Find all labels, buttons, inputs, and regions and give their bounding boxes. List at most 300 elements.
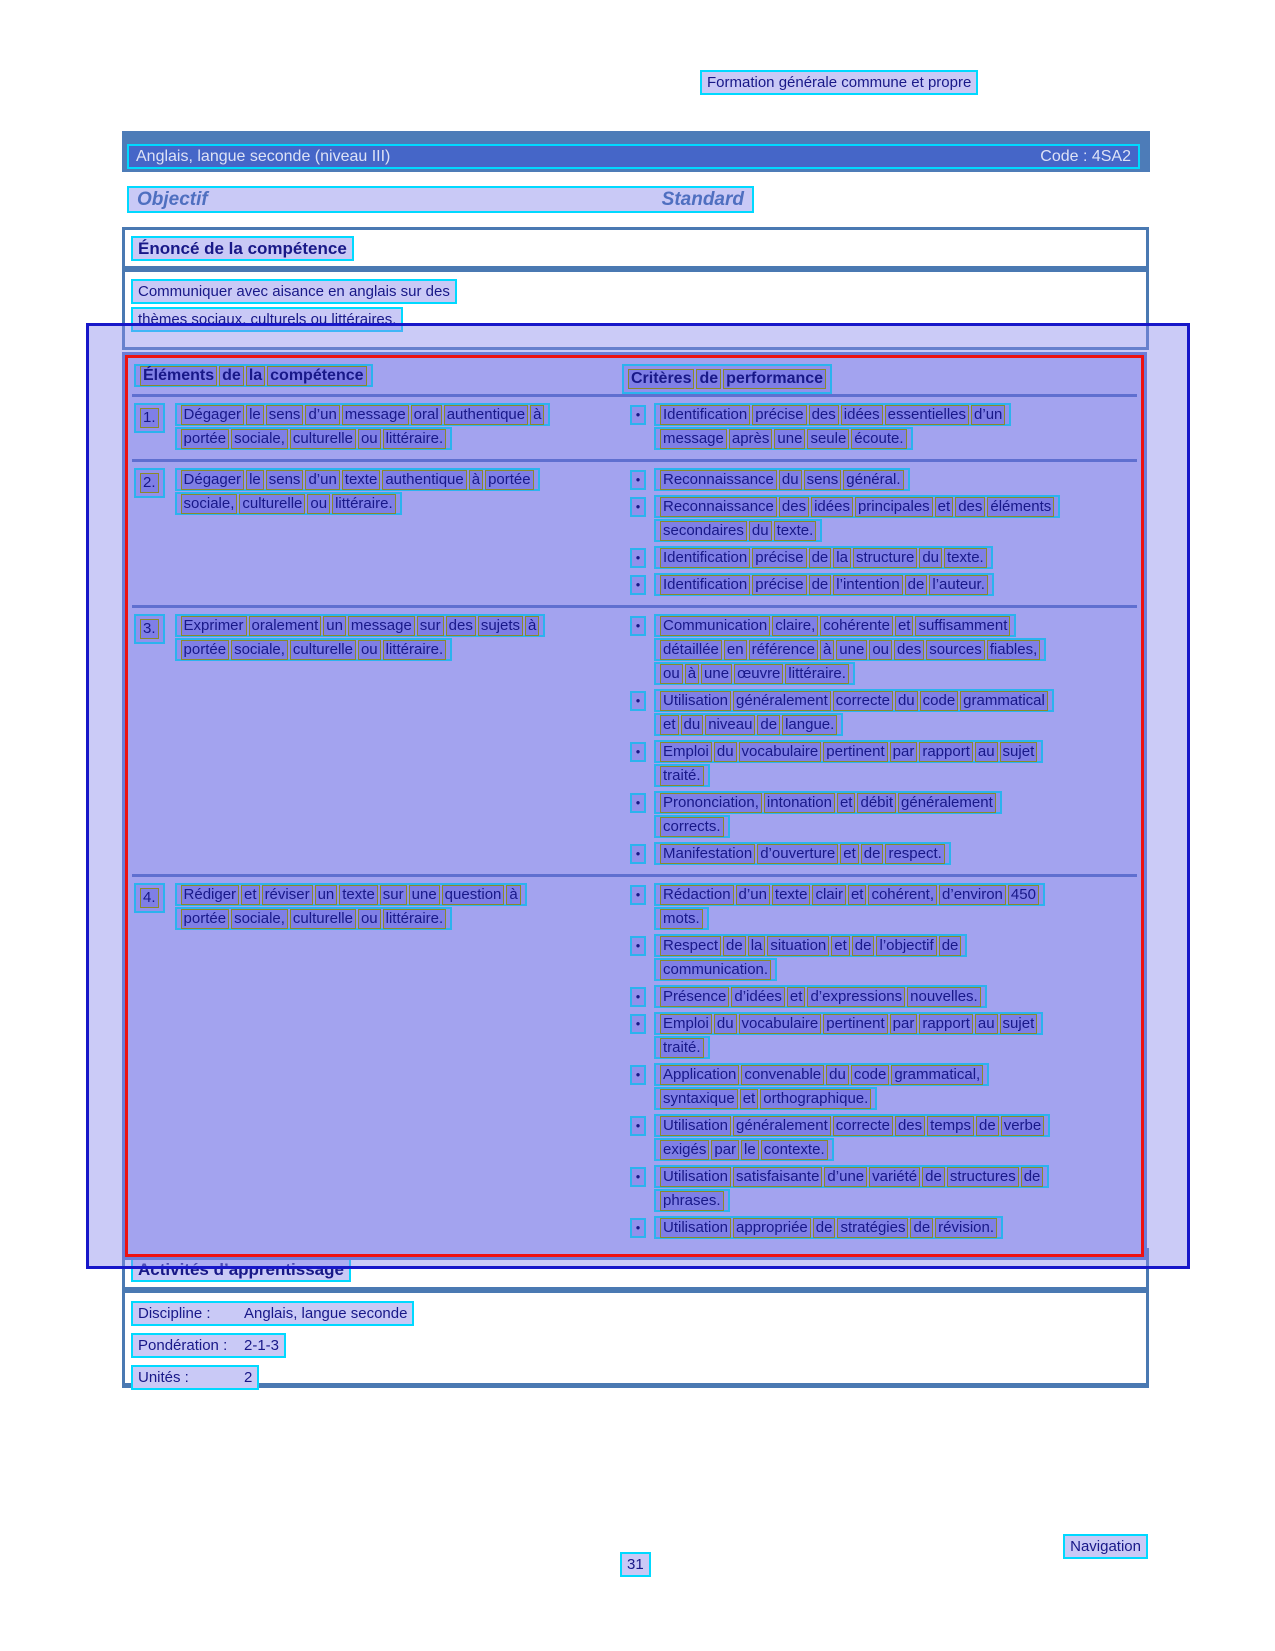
word-box: à xyxy=(685,664,699,684)
word-box: la xyxy=(748,936,766,956)
bullet-icon: ● xyxy=(630,470,646,490)
word-box: d’idées xyxy=(731,987,785,1007)
page-number: 31 xyxy=(620,1552,651,1577)
word-box: de xyxy=(723,936,746,956)
word-box: précise xyxy=(752,575,806,595)
word-box: détaillée xyxy=(660,640,722,660)
word-box: un xyxy=(315,885,338,905)
criterion-text xyxy=(654,791,1002,838)
word-box: texte. xyxy=(944,548,987,568)
criterion-text-wrap xyxy=(654,495,1059,543)
word-box: nouvelles. xyxy=(907,987,981,1007)
word-box: écoute. xyxy=(851,429,906,449)
element-text xyxy=(175,403,551,450)
word-box: 3. xyxy=(140,619,159,639)
bullet-icon: ● xyxy=(630,885,646,905)
word-box: par xyxy=(711,1140,739,1160)
title-bar-row xyxy=(127,144,1140,169)
criterion-text-wrap xyxy=(654,546,1059,570)
criterion-text-wrap xyxy=(654,403,1059,451)
criterion-text xyxy=(654,689,1054,736)
bullet-icon: ● xyxy=(630,691,646,711)
ponderation-value: 2-1-3 xyxy=(244,1337,280,1354)
element-text-wrap xyxy=(175,403,567,451)
word-box: texte xyxy=(772,885,811,905)
word-box: oral xyxy=(411,405,442,425)
word-box: littéraire. xyxy=(383,909,447,929)
word-box: et xyxy=(740,1089,759,1109)
word-box: des xyxy=(446,616,476,636)
criterion-text-wrap xyxy=(654,1114,1059,1162)
word-box: du xyxy=(681,715,704,735)
word-box: de xyxy=(813,1218,836,1238)
word-box: Manifestation xyxy=(660,844,755,864)
word-box: une xyxy=(836,640,867,660)
word-box: cohérent, xyxy=(868,885,937,905)
criterion-text-wrap xyxy=(654,740,1059,788)
bullet-icon: ● xyxy=(630,1014,646,1034)
element-text xyxy=(175,614,546,661)
word-box: éléments xyxy=(987,497,1054,517)
word-box: et xyxy=(895,616,914,636)
criterion-text xyxy=(654,1012,1043,1059)
word-box: du xyxy=(749,521,772,541)
criterion-text-wrap xyxy=(654,791,1059,839)
word-box: code xyxy=(851,1065,890,1085)
word-box: pertinent xyxy=(823,1014,887,1034)
enonce-heading-box xyxy=(122,227,1149,269)
page-header-text xyxy=(700,70,978,95)
word-box: claire, xyxy=(772,616,818,636)
ponderation-row xyxy=(131,1333,286,1358)
word-box: réviser xyxy=(262,885,313,905)
word-box: ou xyxy=(307,494,330,514)
unites-label: Unités : xyxy=(138,1369,189,1386)
competence-table-inner xyxy=(125,355,1144,1257)
word-box: Utilisation xyxy=(660,1167,731,1187)
enonce-heading: Énoncé de la compétence xyxy=(131,236,354,261)
word-box: du xyxy=(919,548,942,568)
table-row xyxy=(132,874,1137,1248)
criterion-item xyxy=(628,495,1135,543)
word-box: Prononciation, xyxy=(660,793,762,813)
word-box: référence xyxy=(749,640,818,660)
word-box: au xyxy=(975,742,998,762)
criterion-item xyxy=(628,740,1135,788)
criterion-text xyxy=(654,403,1011,450)
word-box: message xyxy=(342,405,409,425)
col2-header xyxy=(622,364,832,394)
criterion-text-wrap xyxy=(654,934,1059,982)
criterion-text-wrap xyxy=(654,883,1059,931)
bullet-icon: ● xyxy=(630,405,646,425)
activites-body-box xyxy=(122,1290,1149,1388)
word-box: idées xyxy=(811,497,853,517)
word-box: ou xyxy=(869,640,892,660)
word-box: d’un xyxy=(971,405,1005,425)
word-box: correcte xyxy=(833,691,893,711)
criterion-text xyxy=(654,842,951,865)
word-box: précise xyxy=(752,405,806,425)
word-box: sujets xyxy=(478,616,523,636)
ponderation-label: Pondération : xyxy=(138,1337,228,1354)
unites-row xyxy=(131,1365,259,1390)
word-box: rapport xyxy=(919,742,973,762)
criterion-item xyxy=(628,468,1135,492)
word-box: situation xyxy=(767,936,829,956)
word-box: Utilisation xyxy=(660,691,731,711)
word-box: d’un xyxy=(305,470,339,490)
word-box: à xyxy=(820,640,834,660)
word-box: appropriée xyxy=(733,1218,811,1238)
criterion-item xyxy=(628,1216,1135,1240)
word-box: du xyxy=(714,742,737,762)
word-box: des xyxy=(809,405,839,425)
criterion-text xyxy=(654,985,987,1008)
word-box: une xyxy=(774,429,805,449)
word-box: pertinent xyxy=(823,742,887,762)
criterion-item xyxy=(628,842,1135,866)
criterion-text xyxy=(654,883,1045,930)
competence-table xyxy=(122,352,1147,1260)
bullet-icon: ● xyxy=(630,616,646,636)
word-box: grammatical xyxy=(960,691,1048,711)
word-box: ou xyxy=(660,664,683,684)
word-box: à xyxy=(530,405,544,425)
enonce-body-line: thèmes sociaux, culturels ou littéraires. xyxy=(131,307,403,332)
criterion-item xyxy=(628,573,1135,597)
navigation-link[interactable]: Navigation xyxy=(1063,1534,1148,1559)
word-box: texte xyxy=(342,470,381,490)
criterion-item xyxy=(628,1114,1135,1162)
word-box: et xyxy=(848,885,867,905)
word-box: œuvre xyxy=(734,664,783,684)
criterion-item xyxy=(628,614,1135,686)
word-box: rapport xyxy=(919,1014,973,1034)
bullet-icon: ● xyxy=(630,742,646,762)
word-box: sur xyxy=(380,885,407,905)
word-box: texte. xyxy=(774,521,817,541)
word-box: essentielles xyxy=(885,405,969,425)
word-box: sociale, xyxy=(231,429,288,449)
word-box: et xyxy=(660,715,679,735)
word-box: Communication xyxy=(660,616,770,636)
word-box: un xyxy=(323,616,346,636)
word-box: Respect xyxy=(660,936,721,956)
word-box: en xyxy=(724,640,747,660)
bullet-icon: ● xyxy=(630,936,646,956)
criterion-text xyxy=(654,495,1060,542)
word-box: Reconnaissance xyxy=(660,470,777,490)
word-box: du xyxy=(714,1014,737,1034)
criteria-list xyxy=(628,614,1135,869)
word-box: d’un xyxy=(305,405,339,425)
word-box: sens xyxy=(266,405,304,425)
word-box: satisfaisante xyxy=(733,1167,822,1187)
criterion-text xyxy=(654,1063,989,1110)
word-box: l’objectif xyxy=(876,936,936,956)
criterion-text-wrap xyxy=(654,573,1059,597)
word-box: de xyxy=(976,1116,999,1136)
word-box: du xyxy=(826,1065,849,1085)
word-box: Critères xyxy=(628,369,694,389)
word-box: précise xyxy=(752,548,806,568)
title-bar-code: Code : 4SA2 xyxy=(1040,147,1131,165)
word-box: Emploi xyxy=(660,1014,712,1034)
enonce-body-box xyxy=(122,269,1149,350)
word-box: de xyxy=(861,844,884,864)
word-box: au xyxy=(975,1014,998,1034)
element-text-wrap xyxy=(175,883,567,931)
word-box: portée xyxy=(181,909,230,929)
word-box: 450 xyxy=(1008,885,1039,905)
bullet-icon: ● xyxy=(630,1167,646,1187)
word-box: de xyxy=(922,1167,945,1187)
bullet-icon: ● xyxy=(630,1116,646,1136)
word-box: révision. xyxy=(935,1218,997,1238)
word-box: niveau xyxy=(705,715,755,735)
word-box: des xyxy=(895,1116,925,1136)
word-box: Reconnaissance xyxy=(660,497,777,517)
word-box: des xyxy=(955,497,985,517)
criterion-text-wrap xyxy=(654,1063,1059,1111)
word-box: correcte xyxy=(833,1116,893,1136)
word-box: à xyxy=(469,470,483,490)
col1-header xyxy=(134,364,373,387)
discipline-row xyxy=(131,1301,414,1326)
word-box: Identification xyxy=(660,548,750,568)
criterion-item xyxy=(628,403,1135,451)
word-box: littéraire. xyxy=(383,429,447,449)
word-box: du xyxy=(779,470,802,490)
word-box: et xyxy=(241,885,260,905)
word-box: sociale, xyxy=(231,640,288,660)
word-box: de xyxy=(219,366,244,386)
word-box: grammatical, xyxy=(891,1065,983,1085)
word-box: de xyxy=(809,548,832,568)
word-box: et xyxy=(837,793,856,813)
word-box: Dégager xyxy=(181,405,245,425)
criterion-text xyxy=(654,614,1046,685)
word-box: message xyxy=(660,429,727,449)
word-box: la xyxy=(833,548,851,568)
word-box: de xyxy=(852,936,875,956)
word-box: portée xyxy=(485,470,534,490)
word-box: message xyxy=(348,616,415,636)
bullet-icon: ● xyxy=(630,1065,646,1085)
word-box: performance xyxy=(723,369,826,389)
word-box: Dégager xyxy=(181,470,245,490)
criterion-item xyxy=(628,1012,1135,1060)
discipline-label: Discipline : xyxy=(138,1305,211,1322)
discipline-value: Anglais, langue seconde xyxy=(244,1305,408,1322)
word-box: une xyxy=(701,664,732,684)
word-box: Exprimer xyxy=(181,616,247,636)
word-box: Utilisation xyxy=(660,1218,731,1238)
word-box: authentique xyxy=(382,470,466,490)
word-box: syntaxique xyxy=(660,1089,738,1109)
word-box: traité. xyxy=(660,1038,704,1058)
table-row xyxy=(132,605,1137,874)
word-box: vocabulaire xyxy=(739,742,822,762)
word-box: généralement xyxy=(733,1116,831,1136)
word-box: littéraire. xyxy=(332,494,396,514)
word-box: cohérente xyxy=(820,616,893,636)
word-box: intonation xyxy=(764,793,835,813)
activites-heading: Activités d’apprentissage xyxy=(131,1257,351,1282)
word-box: et xyxy=(935,497,954,517)
word-box: oralement xyxy=(249,616,322,636)
word-box: de xyxy=(696,369,721,389)
criterion-text xyxy=(654,1165,1049,1212)
word-box: langue. xyxy=(782,715,837,735)
word-box: sens xyxy=(804,470,842,490)
criterion-item xyxy=(628,689,1135,737)
criterion-text xyxy=(654,1216,1003,1239)
criterion-item xyxy=(628,934,1135,982)
word-box: Présence xyxy=(660,987,729,1007)
word-box: corrects. xyxy=(660,817,724,837)
word-box: des xyxy=(894,640,924,660)
element-cell xyxy=(134,403,628,454)
word-box: de xyxy=(910,1218,933,1238)
word-box: suffisamment xyxy=(915,616,1010,636)
element-cell xyxy=(134,883,628,1243)
criterion-text-wrap xyxy=(654,1012,1059,1060)
word-box: d’environ xyxy=(939,885,1006,905)
word-box: ou xyxy=(358,909,381,929)
bullet-icon: ● xyxy=(630,987,646,1007)
word-box: le xyxy=(246,405,264,425)
word-box: à xyxy=(525,616,539,636)
bullet-icon: ● xyxy=(630,793,646,813)
word-box: Emploi xyxy=(660,742,712,762)
word-box: par xyxy=(890,742,918,762)
word-box: généralement xyxy=(733,691,831,711)
title-bar xyxy=(122,131,1150,172)
table-row xyxy=(132,394,1137,459)
word-box: après xyxy=(729,429,773,449)
word-box: culturelle xyxy=(239,494,305,514)
word-box: portée xyxy=(181,640,230,660)
enonce-body-line: Communiquer avec aisance en anglais sur des xyxy=(131,279,457,304)
criterion-text-wrap xyxy=(654,1165,1059,1213)
word-box: structure xyxy=(853,548,917,568)
word-box: seule xyxy=(807,429,849,449)
word-box: 4. xyxy=(140,888,159,908)
word-box: littéraire. xyxy=(383,640,447,660)
word-box: secondaires xyxy=(660,521,747,541)
word-box: et xyxy=(840,844,859,864)
criterion-text-wrap xyxy=(654,614,1059,686)
word-box: littéraire. xyxy=(785,664,849,684)
word-box: une xyxy=(409,885,440,905)
word-box: de xyxy=(1021,1167,1044,1187)
criterion-text xyxy=(654,740,1043,787)
word-box: sur xyxy=(417,616,444,636)
word-box: de xyxy=(905,575,928,595)
criterion-item xyxy=(628,546,1135,570)
objectif-standard-row xyxy=(127,186,754,213)
word-box: phrases. xyxy=(660,1191,724,1211)
word-box: clair xyxy=(812,885,846,905)
word-box: l’intention xyxy=(833,575,902,595)
word-box: par xyxy=(890,1014,918,1034)
criterion-item xyxy=(628,1165,1135,1213)
criterion-text xyxy=(654,573,994,596)
criteria-list xyxy=(628,403,1135,454)
title-bar-title: Anglais, langue seconde (niveau III) xyxy=(136,147,391,165)
word-box: Éléments xyxy=(140,366,217,386)
criterion-text-wrap xyxy=(654,689,1059,737)
element-text xyxy=(175,468,540,515)
word-box: respect. xyxy=(885,844,944,864)
word-box: ou xyxy=(358,640,381,660)
word-box: question xyxy=(442,885,505,905)
element-text xyxy=(175,883,527,930)
word-box: d’ouverture xyxy=(757,844,838,864)
criteria-list xyxy=(628,883,1135,1243)
criterion-text-wrap xyxy=(654,842,1059,866)
word-box: stratégies xyxy=(837,1218,908,1238)
word-box: fiables, xyxy=(987,640,1041,660)
word-box: et xyxy=(831,936,850,956)
standard-label: Standard xyxy=(661,188,744,210)
criterion-text-wrap xyxy=(654,468,1059,492)
word-box: le xyxy=(741,1140,759,1160)
word-box: sources xyxy=(926,640,985,660)
word-box: exigés xyxy=(660,1140,709,1160)
criterion-text-wrap xyxy=(654,1216,1059,1240)
word-box: l’auteur. xyxy=(929,575,988,595)
criterion-item xyxy=(628,883,1135,931)
word-box: communication. xyxy=(660,960,771,980)
word-box: authentique xyxy=(444,405,528,425)
word-box: Identification xyxy=(660,405,750,425)
word-box: Rédaction xyxy=(660,885,734,905)
word-box: verbe xyxy=(1001,1116,1045,1136)
word-box: vocabulaire xyxy=(739,1014,822,1034)
word-box: sujet xyxy=(1000,1014,1038,1034)
word-box: ou xyxy=(358,429,381,449)
word-box: et xyxy=(787,987,806,1007)
word-box: sociale, xyxy=(181,494,238,514)
criterion-item xyxy=(628,1063,1135,1111)
bullet-icon: ● xyxy=(630,497,646,517)
word-box: variété xyxy=(869,1167,920,1187)
word-box: le xyxy=(246,470,264,490)
word-box: sujet xyxy=(1000,742,1038,762)
word-box: structures xyxy=(947,1167,1019,1187)
word-box: Identification xyxy=(660,575,750,595)
word-box: principales xyxy=(855,497,933,517)
word-box: la xyxy=(246,366,265,386)
word-box: Rédiger xyxy=(181,885,240,905)
bullet-icon: ● xyxy=(630,1218,646,1238)
criterion-text xyxy=(654,546,993,569)
word-box: texte xyxy=(339,885,378,905)
word-box: d’un xyxy=(736,885,770,905)
page-header-highlight: Formation générale commune et propre xyxy=(700,70,978,95)
row-number xyxy=(134,883,165,913)
word-box: temps xyxy=(927,1116,974,1136)
word-box: d’expressions xyxy=(807,987,905,1007)
word-box: mots. xyxy=(660,909,703,929)
row-number xyxy=(134,468,165,498)
word-box: 2. xyxy=(140,473,159,493)
criterion-item xyxy=(628,791,1135,839)
word-box: généralement xyxy=(898,793,996,813)
